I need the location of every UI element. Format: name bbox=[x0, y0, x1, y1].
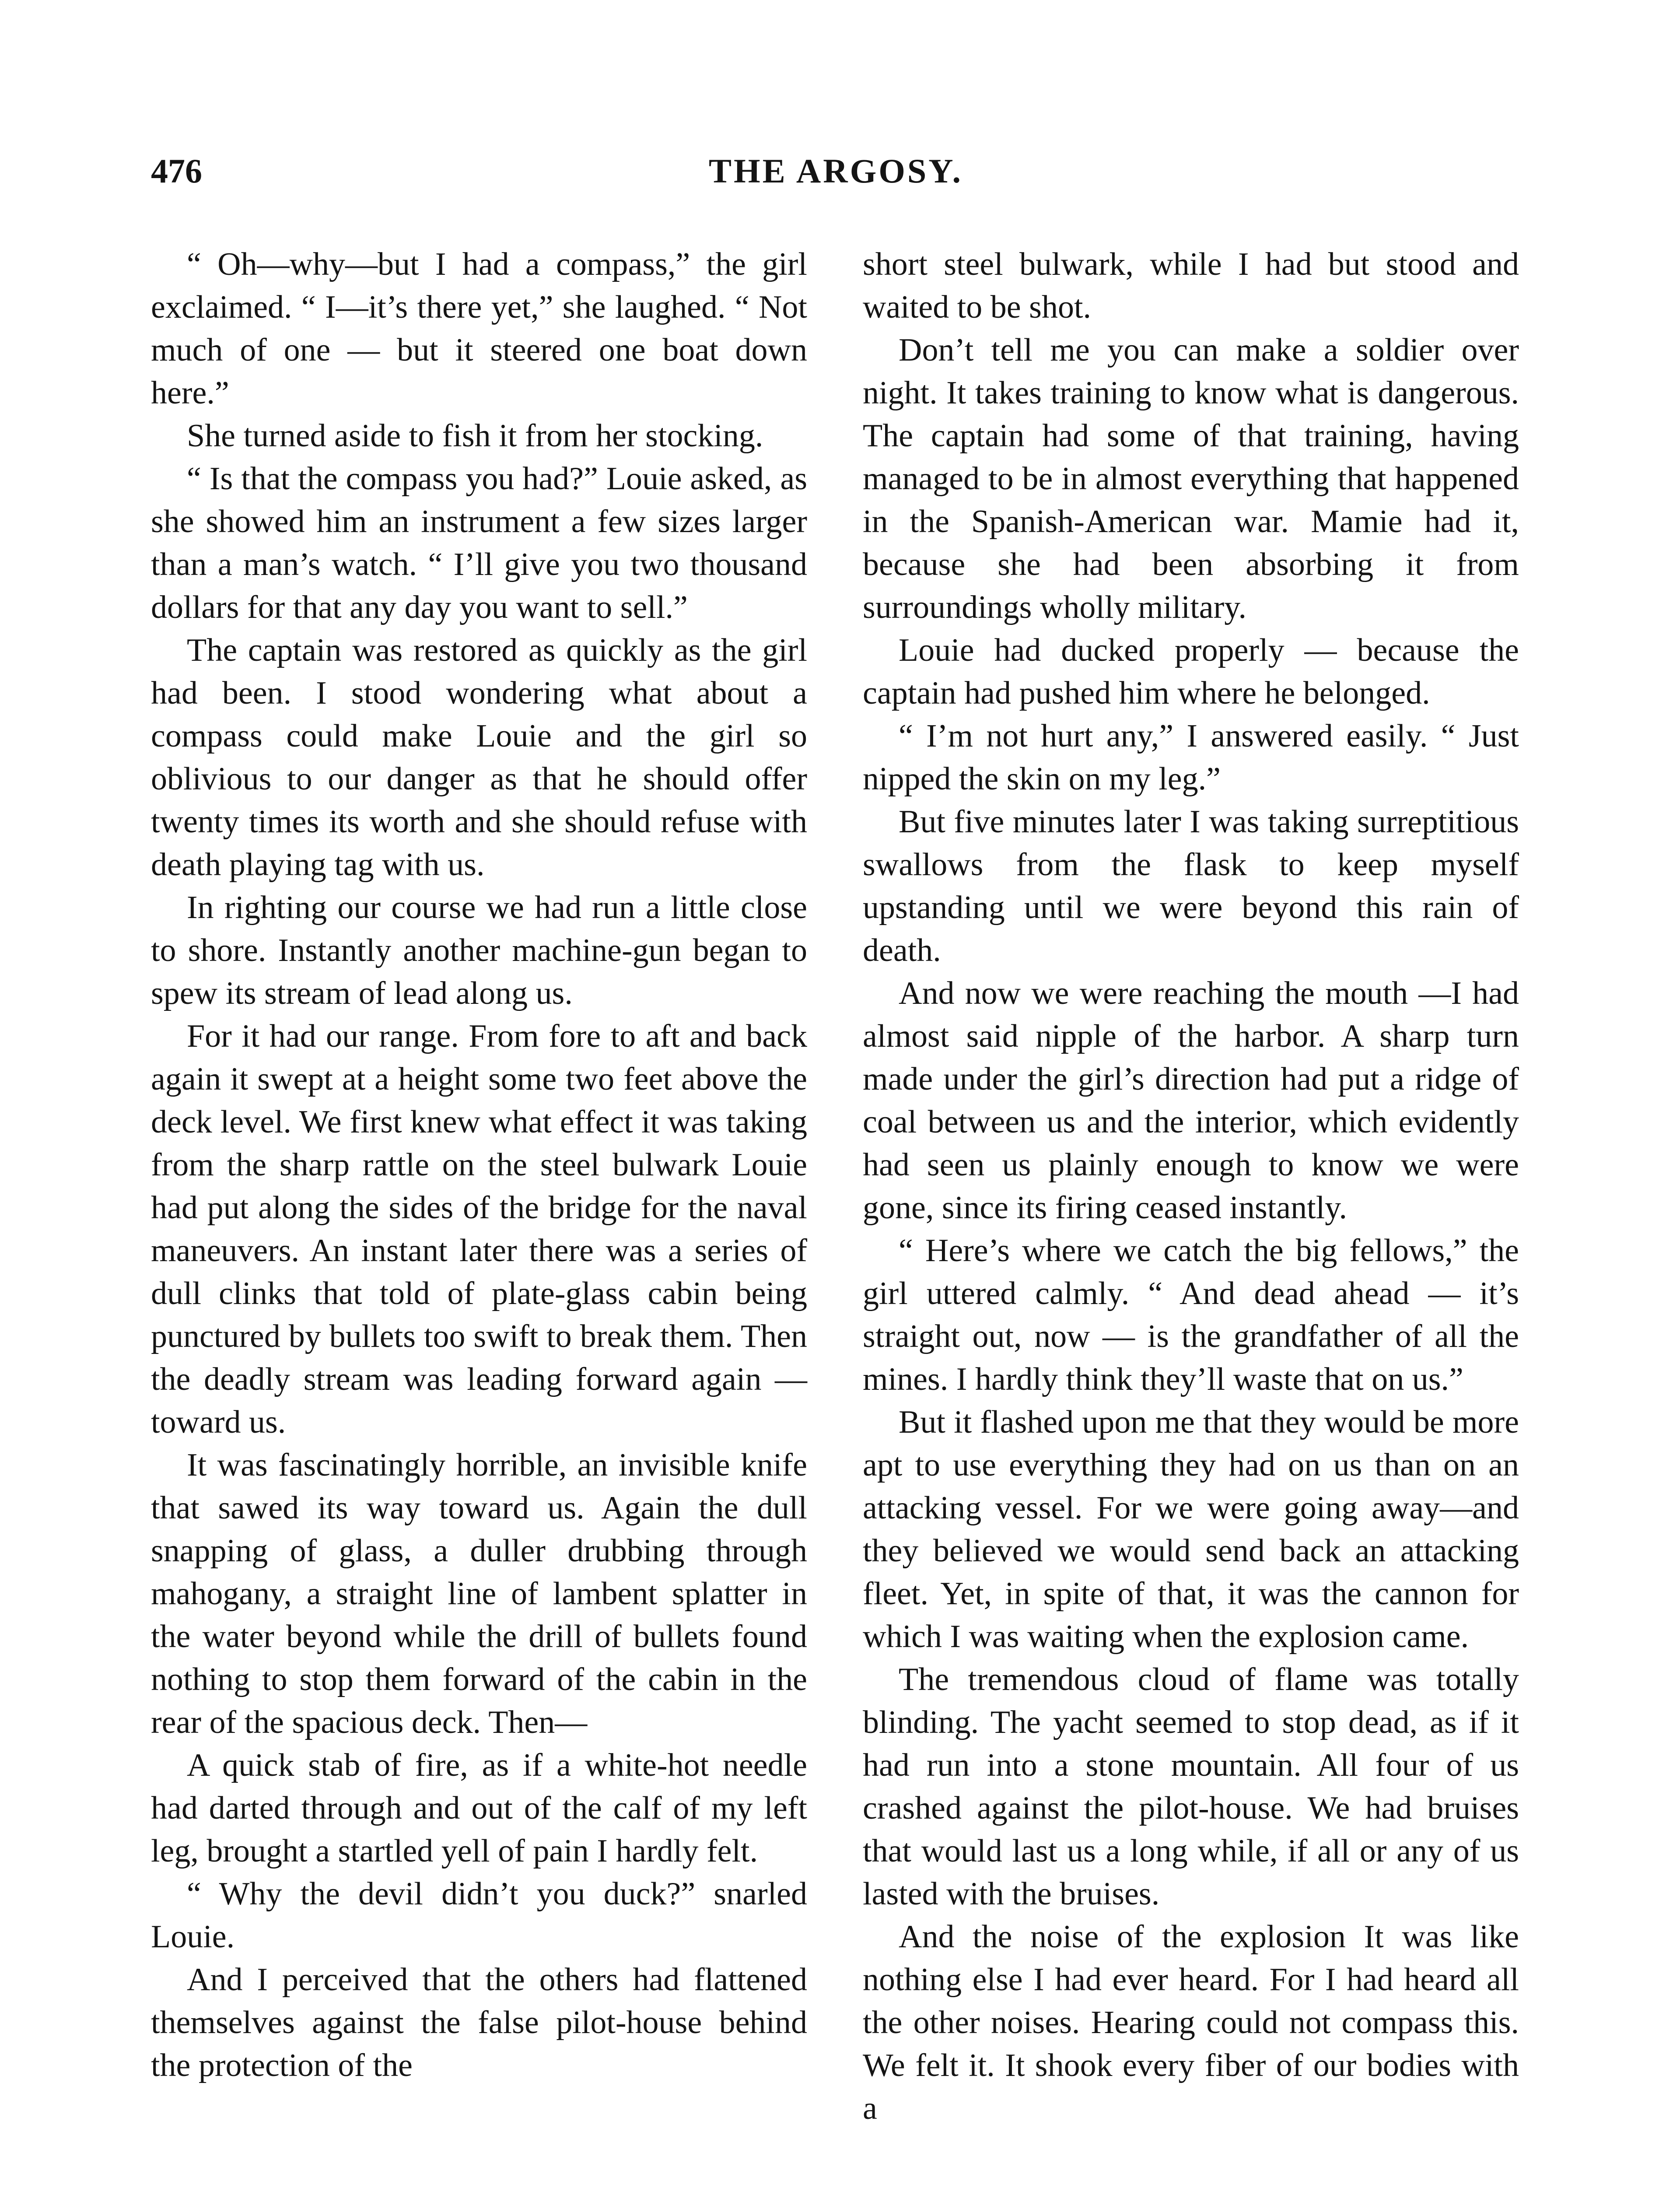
paragraph: “ Why the devil didn’t you duck?” snarled Louie. bbox=[151, 1876, 807, 1955]
paragraph: “ Oh—why—but I had a compass,” the girl exclaimed. “ I—it’s there yet,” she laughed. “ Not much of one — but it steered one boat down here.” bbox=[151, 246, 807, 411]
paragraph-continued: short steel bulwark, while I had but stood and waited to be shot. bbox=[863, 246, 1519, 325]
paragraph: The tremendous cloud of flame was totally blinding. The yacht seemed to stop dead, as if it had run into a stone mountain. All four of us crashed against the pilot-house. We had bruises that would last us a long while, if all or any of us lasted with the bruises. bbox=[863, 1662, 1519, 1912]
paragraph: For it had our range. From fore to aft and back again it swept at a height some two feet above the deck level. We first knew what effect it was taking from the sharp rattle on the steel bulwark Louie had put along the sides of the bridge for the naval maneuvers. An instant later there was a series of dull clinks that told of plate-glass cabin being punctured by bullets too swift to break them. Then the deadly stream was leading forward again —toward us. bbox=[151, 1018, 807, 1440]
paragraph: But it flashed upon me that they would be more apt to use everything they had on us than on an attacking vessel. For we were going away—and they believed we would send back an attacking fleet. Yet, in spite of that, it was the cannon for which I was waiting when the explosion came. bbox=[863, 1404, 1519, 1655]
running-head: THE ARGOSY. bbox=[709, 152, 963, 190]
paragraph: “ I’m not hurt any,” I answered easily. “ Just nipped the skin on my leg.” bbox=[863, 718, 1519, 797]
paragraph: It was fascinatingly horrible, an invisible knife that sawed its way toward us. Again the dull snapping of glass, a duller drubbing through mahogany, a straight line of lambent splatter in the water beyond while the drill of bullets found nothing to stop them forward of the cabin in the rear of the spacious deck. Then— bbox=[151, 1447, 807, 1740]
right-column bbox=[863, 243, 1519, 2130]
paragraph: “ Here’s where we catch the big fellows,” the girl uttered calmly. “ And dead ahead — it’s straight out, now — is the grandfather of all the mines. I hardly think they’ll waste that on us.” bbox=[863, 1233, 1519, 1397]
paragraph: She turned aside to fish it from her stocking. bbox=[187, 418, 763, 454]
paragraph: And now we were reaching the mouth —I had almost said nipple of the harbor. A sharp turn made under the girl’s direction had put a ridge of coal between us and the interior, which evidently had seen us plainly enough to know we were gone, since its firing ceased instantly. bbox=[863, 975, 1519, 1226]
paragraph: Louie had ducked properly — because the captain had pushed him where he belonged. bbox=[863, 632, 1519, 711]
paragraph: And I perceived that the others had flattened themselves against the false pilot-house behind the protection of the bbox=[151, 1962, 807, 2083]
paragraph: In righting our course we had run a little close to shore. Instantly another machine-gun began to spew its stream of lead along us. bbox=[151, 890, 807, 1011]
left-column bbox=[151, 243, 807, 2087]
paragraph: The captain was restored as quickly as the girl had been. I stood wondering what about a compass could make Louie and the girl so oblivious to our danger as that he should offer twenty times its worth and she should refuse with death playing tag with us. bbox=[151, 632, 807, 883]
paragraph: A quick stab of fire, as if a white-hot needle had darted through and out of the calf of my left leg, brought a startled yell of pain I hardly felt. bbox=[151, 1747, 807, 1869]
paragraph: “ Is that the compass you had?” Louie asked, as she showed him an instrument a few sizes larger than a man’s watch. “ I’ll give you two thousand dollars for that any day you want to sell.” bbox=[151, 461, 807, 625]
page-number: 476 bbox=[151, 152, 202, 190]
paragraph: And the noise of the explosion It was like nothing else I had ever heard. For I had heard all the other noises. Hearing could not compass this. We felt it. It shook every fiber of our bodies with a bbox=[863, 1919, 1519, 2126]
paragraph: But five minutes later I was taking surreptitious swallows from the flask to keep myself upstanding until we were beyond this rain of death. bbox=[863, 804, 1519, 968]
paragraph: Don’t tell me you can make a soldier over night. It takes training to know what is dangerous. The captain had some of that training, having managed to be in almost everything that happened in the Spanish-American war. Mamie had it, because she had been absorbing it from surroundings wholly military. bbox=[863, 332, 1519, 625]
